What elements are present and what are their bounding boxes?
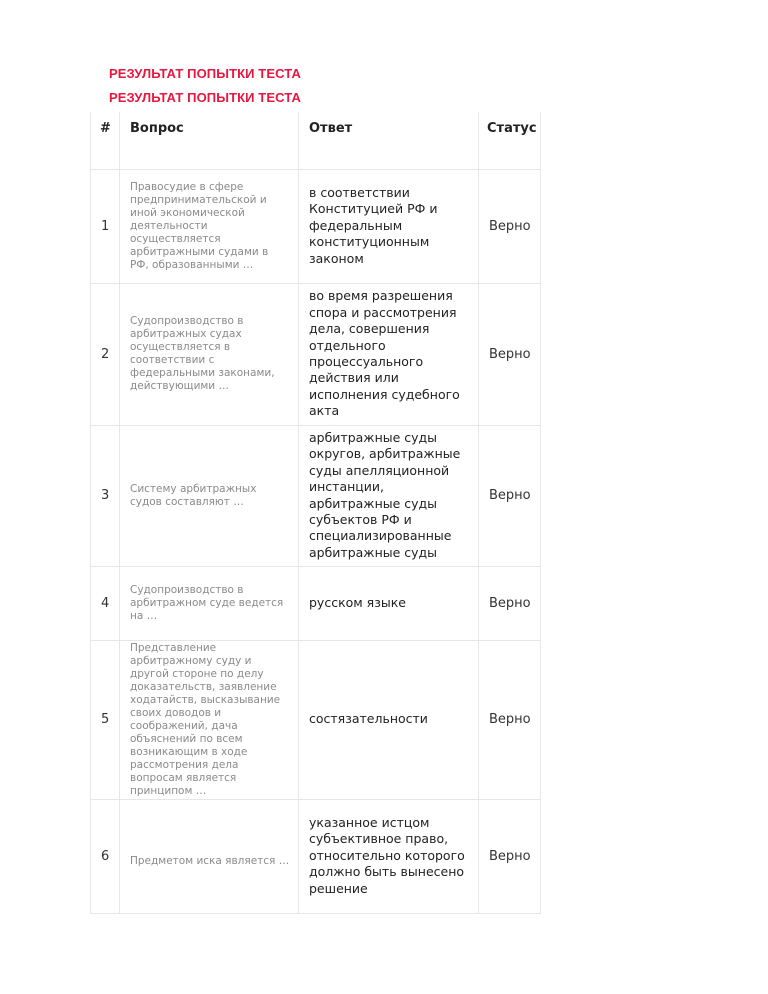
attempt-result-subtitle: РЕЗУЛЬТАТ ПОПЫТКИ ТЕСТА [109,90,301,105]
column-header-question: Вопрос [120,112,299,169]
status-badge: Верно [479,425,541,566]
row-number: 6 [91,799,120,913]
status-badge: Верно [479,169,541,283]
row-number: 3 [91,425,120,566]
answer-text: во время разрешения спора и рассмотрения дела, совершения отдельного процессуального действия или исполнения судебного акта [299,283,479,425]
table-row [91,566,541,640]
question-text: Предметом иска является … [120,799,299,913]
status-badge: Верно [479,799,541,913]
table-row [91,425,541,566]
question-text: Правосудие в сфере предпринимательской и иной экономической деятельности осуществляется арбитражными судами в РФ, образованными … [120,169,299,283]
row-number: 4 [91,566,120,640]
attempt-result-title: РЕЗУЛЬТАТ ПОПЫТКИ ТЕСТА [109,66,301,81]
header-row [91,112,541,169]
answer-text: арбитражные суды округов, арбитражные суды апелляционной инстанции, арбитражные суды субъектов РФ и специализированные арбитражные суды [299,425,479,566]
table-row [91,799,541,913]
column-header-answer: Ответ [299,112,479,169]
question-text: Судопроизводство в арбитражном суде ведется на … [120,566,299,640]
status-badge: Верно [479,640,541,799]
status-badge: Верно [479,283,541,425]
row-number: 5 [91,640,120,799]
table-row [91,283,541,425]
table-row [91,640,541,799]
row-number: 2 [91,283,120,425]
answer-text: указанное истцом субъективное право, относительно которого должно быть вынесено решение [299,799,479,913]
answer-text: состязательности [299,640,479,799]
answer-text: в соответствии Конституцией РФ и федеральным конституционным законом [299,169,479,283]
results-table-header [91,112,541,169]
question-text: Представление арбитражному суду и другой стороне по делу доказательств, заявление ходатайств, высказывание своих доводов и соображений, дача объяснений по всем возникающим в ходе рассмотрения дела вопросам является принципом … [120,640,299,799]
row-number: 1 [91,169,120,283]
status-badge: Верно [479,566,541,640]
column-header-status: Статус [479,112,541,169]
page-titles [109,66,301,106]
results-table [90,112,541,914]
question-text: Систему арбитражных судов составляют … [120,425,299,566]
results-table-body [91,169,541,913]
question-text: Судопроизводство в арбитражных судах осуществляется в соответствии с федеральными законами, действующими … [120,283,299,425]
column-header-number: # [91,112,120,169]
table-row [91,169,541,283]
answer-text: русском языке [299,566,479,640]
